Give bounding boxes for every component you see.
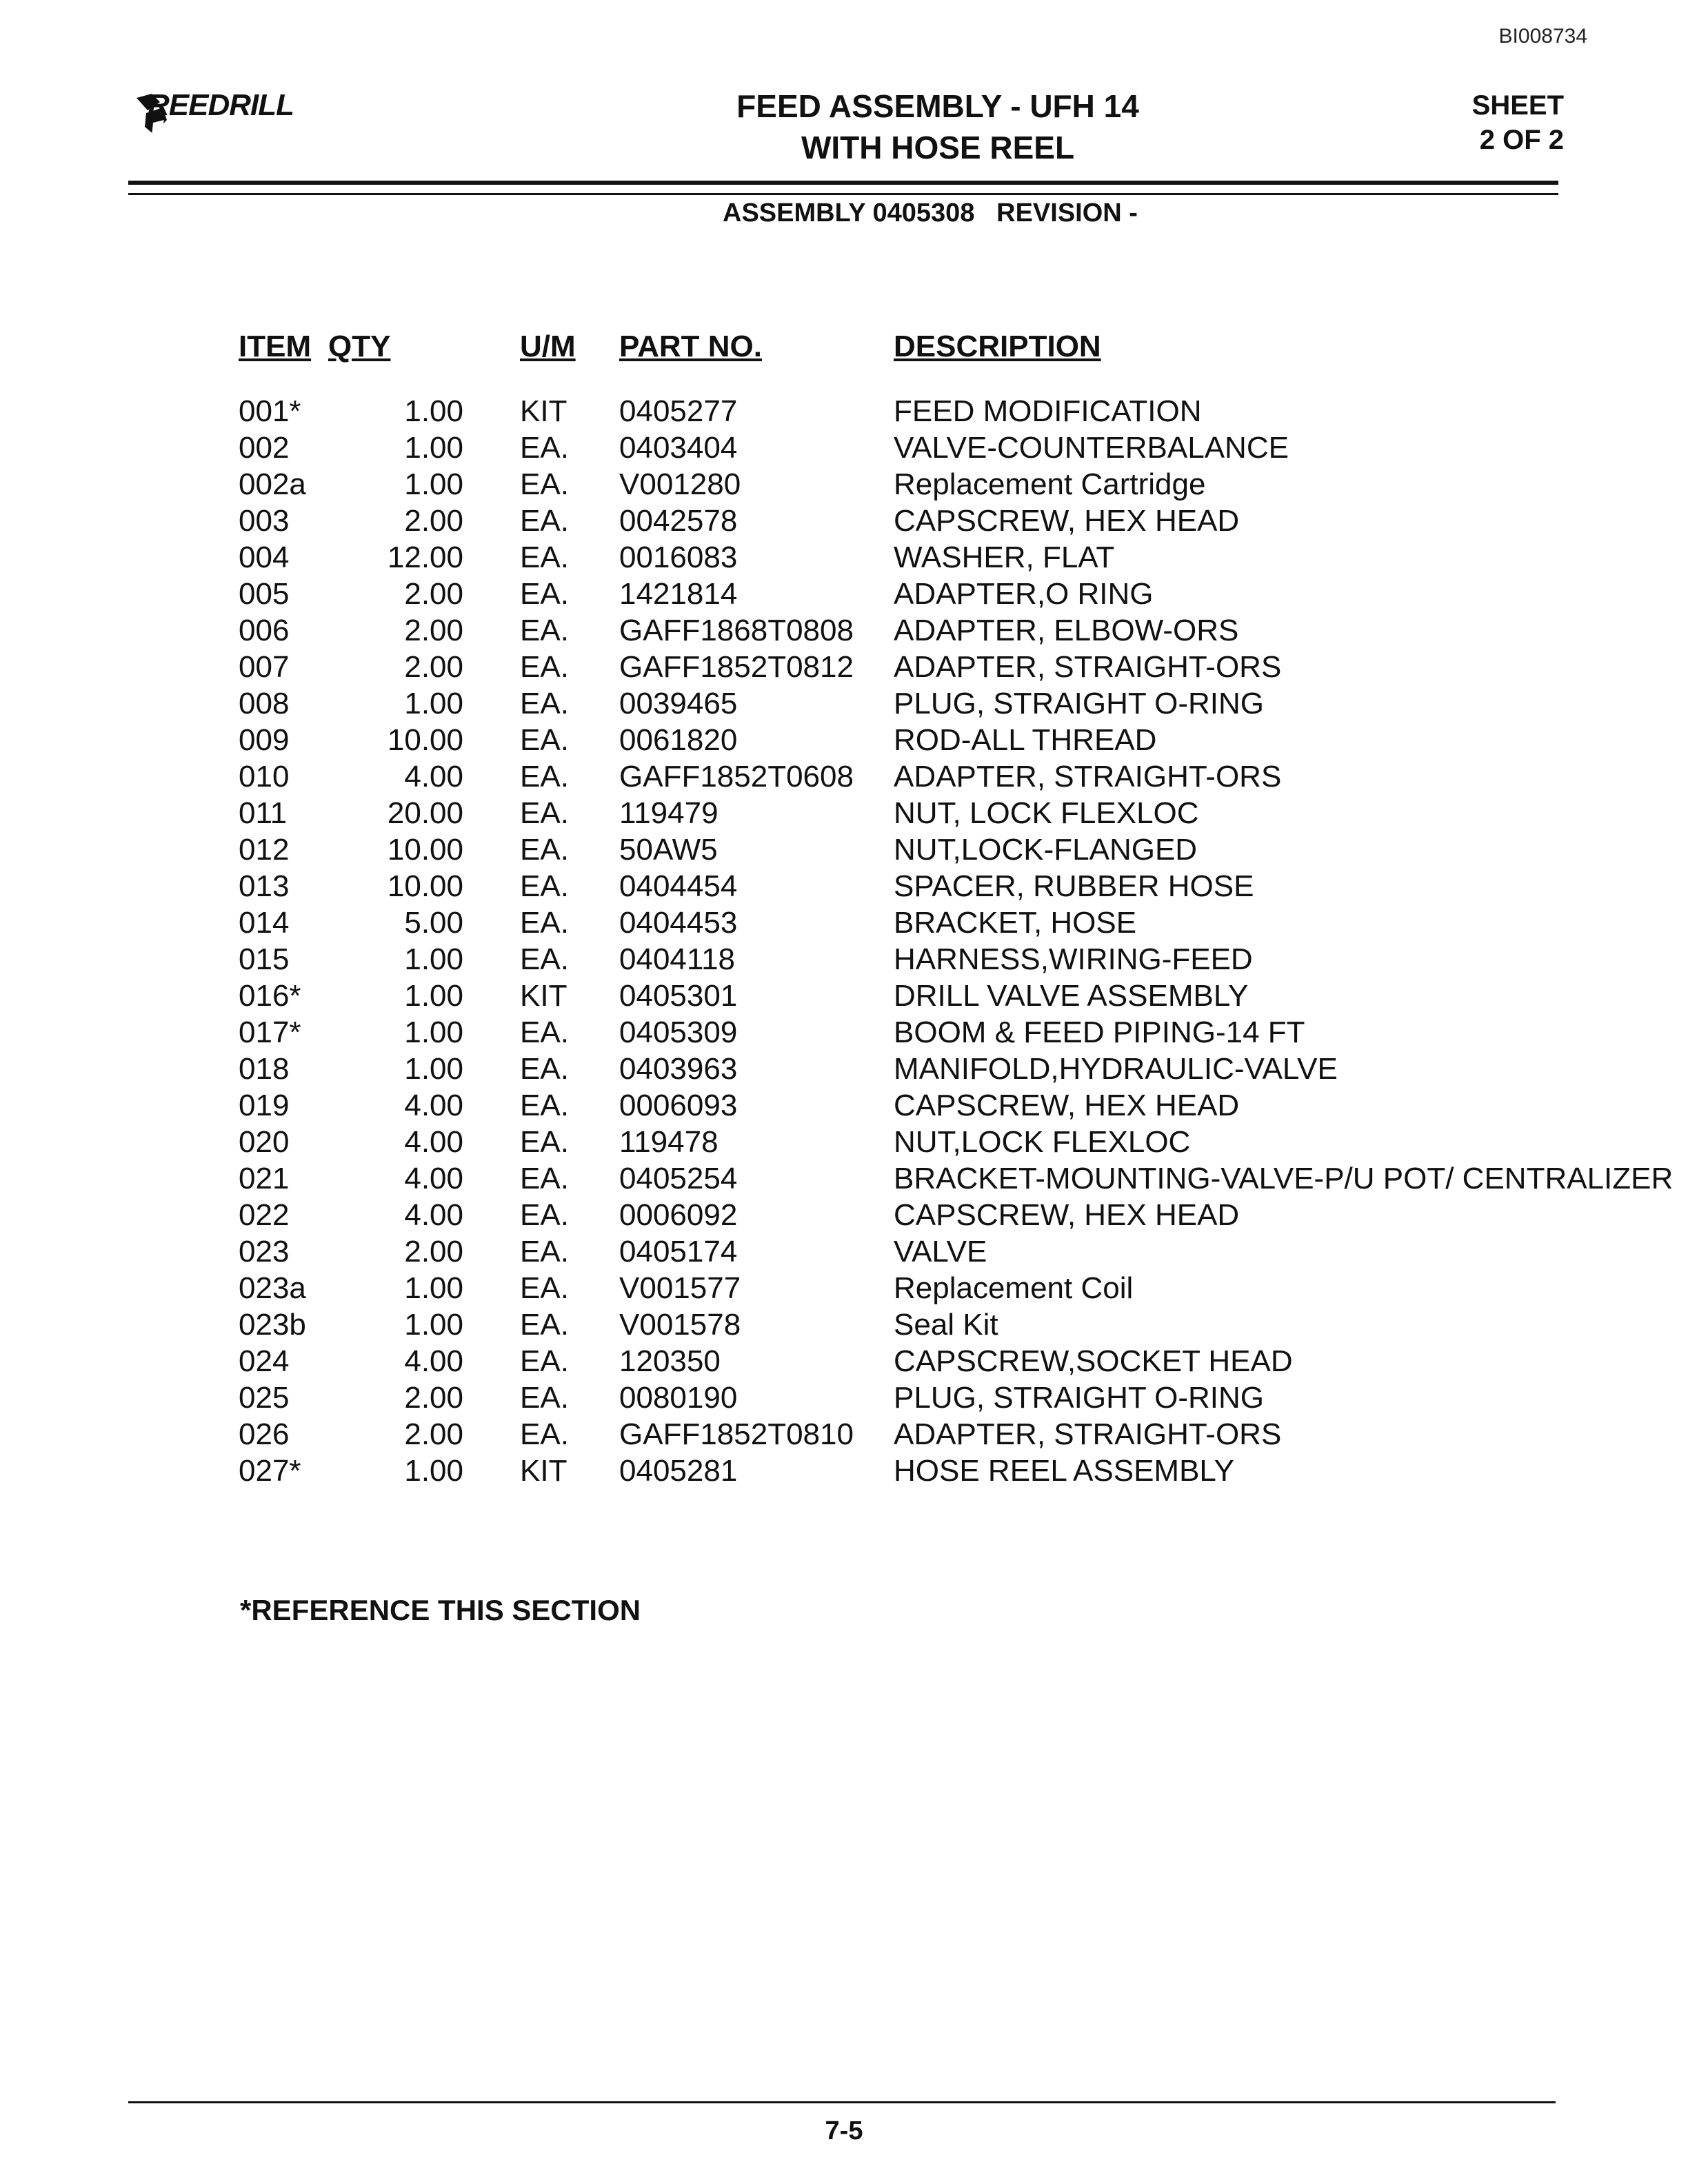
part-number-cell: 0404453 [619, 906, 738, 940]
item-cell: 011 [239, 796, 288, 830]
item-cell: 020 [239, 1125, 290, 1159]
description-cell: CAPSCREW, HEX HEAD [894, 504, 1240, 538]
table-row [239, 1416, 1673, 1453]
part-number-cell: 0405254 [619, 1162, 738, 1195]
qty-cell: 4.00 [404, 1344, 463, 1378]
description-cell: BRACKET, HOSE [894, 906, 1137, 940]
item-cell: 013 [239, 869, 290, 903]
um-cell: EA. [520, 614, 569, 647]
um-cell: EA. [520, 833, 569, 867]
part-number-cell: V001578 [619, 1308, 741, 1342]
column-header-um: U/M [520, 330, 576, 363]
table-row [239, 1379, 1673, 1416]
header-rule-thick [128, 181, 1558, 185]
item-cell: 005 [239, 577, 290, 611]
table-row [239, 685, 1673, 722]
description-cell: ADAPTER, ELBOW-ORS [894, 614, 1239, 647]
item-cell: 002a [239, 467, 306, 501]
parts-list-table [239, 330, 1673, 1489]
table-row [239, 1160, 1673, 1197]
table-row [239, 795, 1673, 831]
description-cell: PLUG, STRAIGHT O-RING [894, 1381, 1265, 1415]
part-number-cell: 0042578 [619, 504, 738, 538]
description-cell: HOSE REEL ASSEMBLY [894, 1454, 1234, 1488]
qty-cell: 2.00 [404, 1417, 463, 1451]
description-cell: ADAPTER, STRAIGHT-ORS [894, 760, 1282, 793]
item-cell: 015 [239, 942, 290, 976]
part-number-cell: 120350 [619, 1344, 721, 1378]
description-cell: FEED MODIFICATION [894, 394, 1202, 428]
um-cell: EA. [520, 1198, 569, 1232]
header-rule-thin [128, 193, 1558, 195]
item-cell: 004 [239, 540, 290, 574]
um-cell: EA. [520, 1125, 569, 1159]
part-number-cell: 0039465 [619, 687, 738, 720]
table-row [239, 1197, 1673, 1233]
table-row [239, 649, 1673, 685]
item-cell: 022 [239, 1198, 290, 1232]
part-number-cell: 1421814 [619, 577, 738, 611]
page-number: 7-5 [825, 2116, 863, 2145]
part-number-cell: 0404454 [619, 869, 738, 903]
qty-cell: 2.00 [404, 1235, 463, 1268]
qty-cell: 2.00 [404, 614, 463, 647]
title-line-1: FEED ASSEMBLY - UFH 14 [736, 88, 1139, 124]
table-row [239, 539, 1673, 576]
part-number-cell: 50AW5 [619, 833, 718, 867]
table-row [239, 1087, 1673, 1124]
um-cell: EA. [520, 1235, 569, 1268]
table-row [239, 904, 1673, 941]
description-cell: DRILL VALVE ASSEMBLY [894, 979, 1249, 1013]
item-cell: 016* [239, 979, 301, 1013]
qty-cell: 1.00 [404, 1308, 463, 1342]
description-cell: ADAPTER, STRAIGHT-ORS [894, 650, 1282, 684]
description-cell: CAPSCREW, HEX HEAD [894, 1198, 1240, 1232]
description-cell: MANIFOLD,HYDRAULIC-VALVE [894, 1052, 1338, 1086]
description-cell: WASHER, FLAT [894, 540, 1115, 574]
table-row [239, 466, 1673, 503]
table-row [239, 1014, 1673, 1051]
item-cell: 023 [239, 1235, 290, 1268]
column-header-description: DESCRIPTION [894, 330, 1101, 363]
part-number-cell: 0016083 [619, 540, 738, 574]
column-header-item: ITEM [239, 330, 312, 363]
table-row [239, 429, 1673, 466]
footer-rule [128, 2101, 1556, 2103]
um-cell: KIT [520, 979, 567, 1013]
qty-cell: 1.00 [404, 431, 463, 465]
item-cell: 006 [239, 614, 290, 647]
item-cell: 010 [239, 760, 290, 793]
item-cell: 023b [239, 1308, 306, 1342]
sheet-value: 2 OF 2 [1479, 125, 1564, 155]
part-number-cell: 0006093 [619, 1089, 738, 1122]
item-cell: 008 [239, 687, 290, 720]
qty-cell: 1.00 [404, 1052, 463, 1086]
item-cell: 017* [239, 1015, 301, 1049]
description-cell: ADAPTER,O RING [894, 577, 1154, 611]
part-number-cell: GAFF1852T0608 [619, 760, 854, 793]
um-cell: EA. [520, 650, 569, 684]
qty-cell: 4.00 [404, 760, 463, 793]
table-row [239, 978, 1673, 1014]
um-cell: EA. [520, 723, 569, 757]
part-number-cell: 119479 [619, 796, 719, 830]
logo-wordmark: REEDRILL [148, 88, 294, 122]
um-cell: EA. [520, 1344, 569, 1378]
um-cell: EA. [520, 942, 569, 976]
um-cell: EA. [520, 869, 569, 903]
item-cell: 003 [239, 504, 290, 538]
assembly-revision: ASSEMBLY 0405308 REVISION - [723, 199, 1138, 228]
description-cell: SPACER, RUBBER HOSE [894, 869, 1254, 903]
part-number-cell: 0006092 [619, 1198, 738, 1232]
table-row [239, 831, 1673, 868]
item-cell: 007 [239, 650, 290, 684]
item-cell: 024 [239, 1344, 290, 1378]
table-row [239, 941, 1673, 978]
qty-cell: 1.00 [404, 394, 463, 428]
description-cell: CAPSCREW, HEX HEAD [894, 1089, 1240, 1122]
qty-cell: 10.00 [387, 869, 463, 903]
qty-cell: 10.00 [387, 723, 463, 757]
table-row [239, 576, 1673, 612]
document-id: BI008734 [1498, 25, 1587, 48]
part-number-cell: GAFF1852T0812 [619, 650, 854, 684]
qty-cell: 4.00 [404, 1162, 463, 1195]
table-header-row [239, 330, 1673, 393]
qty-cell: 1.00 [404, 687, 463, 720]
um-cell: EA. [520, 540, 569, 574]
part-number-cell: 0405301 [619, 979, 738, 1013]
item-cell: 009 [239, 723, 290, 757]
um-cell: KIT [520, 394, 567, 428]
description-cell: HARNESS,WIRING-FEED [894, 942, 1253, 976]
part-number-cell: V001577 [619, 1271, 741, 1305]
table-row [239, 1270, 1673, 1306]
item-cell: 002 [239, 431, 290, 465]
qty-cell: 2.00 [404, 577, 463, 611]
description-cell: Replacement Coil [894, 1271, 1134, 1305]
table-row [239, 503, 1673, 539]
description-cell: VALVE-COUNTERBALANCE [894, 431, 1289, 465]
description-cell: NUT,LOCK FLEXLOC [894, 1125, 1191, 1159]
qty-cell: 2.00 [404, 1381, 463, 1415]
sheet-label: SHEET [1471, 90, 1564, 121]
reference-footnote: *REFERENCE THIS SECTION [240, 1594, 641, 1626]
qty-cell: 20.00 [387, 796, 463, 830]
description-cell: CAPSCREW,SOCKET HEAD [894, 1344, 1293, 1378]
table-row [239, 1306, 1673, 1343]
table-row [239, 1051, 1673, 1087]
description-cell: ROD-ALL THREAD [894, 723, 1157, 757]
table-row [239, 868, 1673, 904]
part-number-cell: 0403963 [619, 1052, 738, 1086]
item-cell: 001* [239, 394, 301, 428]
um-cell: EA. [520, 906, 569, 940]
um-cell: EA. [520, 1417, 569, 1451]
table-row [239, 1343, 1673, 1379]
um-cell: EA. [520, 1381, 569, 1415]
qty-cell: 2.00 [404, 650, 463, 684]
um-cell: EA. [520, 467, 569, 501]
sheet-indicator [1472, 88, 1564, 157]
part-number-cell: 0405281 [619, 1454, 738, 1488]
column-header-part-no: PART NO. [619, 330, 762, 363]
table-row [239, 1453, 1673, 1489]
part-number-cell: 0061820 [619, 723, 738, 757]
item-cell: 012 [239, 833, 290, 867]
part-number-cell: 119478 [619, 1125, 719, 1159]
description-cell: NUT, LOCK FLEXLOC [894, 796, 1199, 830]
um-cell: EA. [520, 1271, 569, 1305]
table-row [239, 393, 1673, 429]
description-cell: VALVE [894, 1235, 987, 1268]
table-row [239, 722, 1673, 758]
qty-cell: 12.00 [387, 540, 463, 574]
qty-cell: 5.00 [404, 906, 463, 940]
description-cell: Seal Kit [894, 1308, 998, 1342]
um-cell: EA. [520, 1052, 569, 1086]
um-cell: EA. [520, 1015, 569, 1049]
description-cell: BOOM & FEED PIPING-14 FT [894, 1015, 1305, 1049]
um-cell: EA. [520, 431, 569, 465]
description-cell: BRACKET-MOUNTING-VALVE-P/U POT/ CENTRALIZER [894, 1162, 1674, 1195]
qty-cell: 1.00 [404, 979, 463, 1013]
qty-cell: 4.00 [404, 1089, 463, 1122]
qty-cell: 1.00 [404, 942, 463, 976]
description-cell: ADAPTER, STRAIGHT-ORS [894, 1417, 1282, 1451]
part-number-cell: GAFF1868T0808 [619, 614, 854, 647]
qty-cell: 1.00 [404, 1271, 463, 1305]
item-cell: 014 [239, 906, 290, 940]
description-cell: Replacement Cartridge [894, 467, 1206, 501]
um-cell: EA. [520, 687, 569, 720]
table-row [239, 1124, 1673, 1160]
um-cell: EA. [520, 1308, 569, 1342]
qty-cell: 4.00 [404, 1198, 463, 1232]
company-logo [132, 88, 325, 150]
item-cell: 018 [239, 1052, 290, 1086]
description-cell: PLUG, STRAIGHT O-RING [894, 687, 1265, 720]
part-number-cell: 0404118 [619, 942, 736, 976]
part-number-cell: 0080190 [619, 1381, 738, 1415]
um-cell: EA. [520, 796, 569, 830]
table-row [239, 1233, 1673, 1270]
part-number-cell: 0405174 [619, 1235, 738, 1268]
part-number-cell: 0405277 [619, 394, 738, 428]
description-cell: NUT,LOCK-FLANGED [894, 833, 1198, 867]
column-header-qty: QTY [328, 330, 391, 363]
part-number-cell: GAFF1852T0810 [619, 1417, 854, 1451]
qty-cell: 1.00 [404, 467, 463, 501]
document-title [621, 85, 1255, 168]
part-number-cell: 0403404 [619, 431, 738, 465]
qty-cell: 2.00 [404, 504, 463, 538]
um-cell: EA. [520, 504, 569, 538]
um-cell: EA. [520, 760, 569, 793]
item-cell: 019 [239, 1089, 290, 1122]
item-cell: 025 [239, 1381, 290, 1415]
item-cell: 027* [239, 1454, 301, 1488]
qty-cell: 4.00 [404, 1125, 463, 1159]
um-cell: EA. [520, 1162, 569, 1195]
table-row [239, 612, 1673, 649]
item-cell: 023a [239, 1271, 306, 1305]
qty-cell: 1.00 [404, 1015, 463, 1049]
qty-cell: 1.00 [404, 1454, 463, 1488]
um-cell: EA. [520, 1089, 569, 1122]
table-row [239, 758, 1673, 795]
um-cell: EA. [520, 577, 569, 611]
um-cell: KIT [520, 1454, 567, 1488]
part-number-cell: V001280 [619, 467, 741, 501]
qty-cell: 10.00 [387, 833, 463, 867]
title-line-2: WITH HOSE REEL [801, 130, 1075, 165]
item-cell: 021 [239, 1162, 290, 1195]
parts-list-body [239, 393, 1673, 1489]
item-cell: 026 [239, 1417, 290, 1451]
part-number-cell: 0405309 [619, 1015, 738, 1049]
